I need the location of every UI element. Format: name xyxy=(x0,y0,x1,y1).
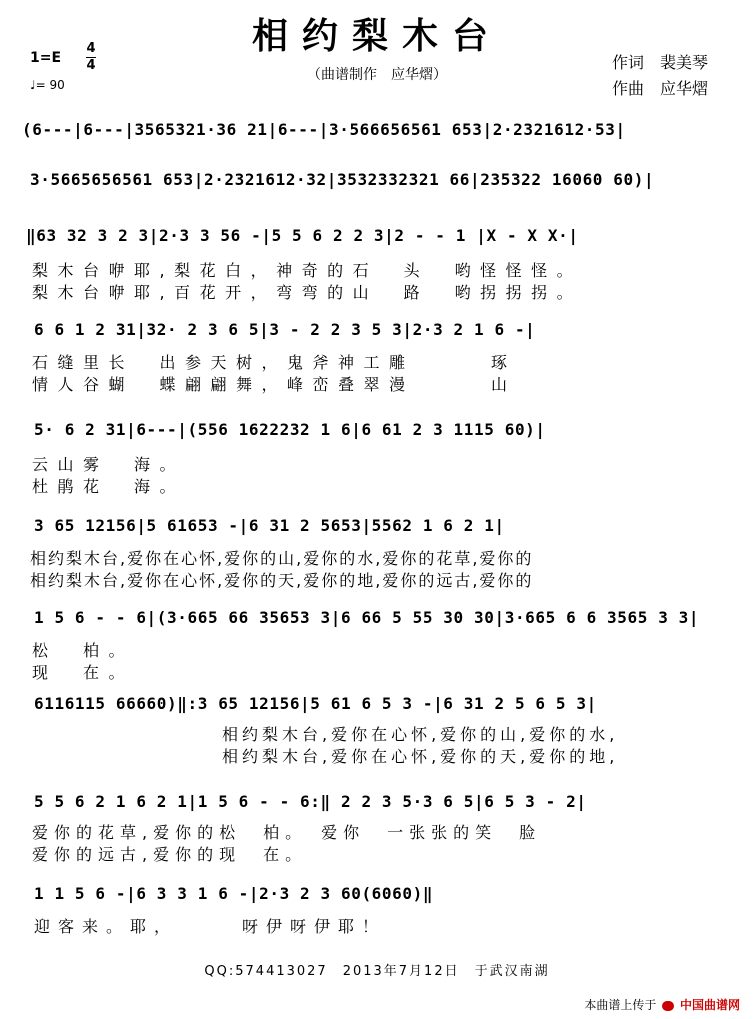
score-subtitle: （曲谱制作 应华熠） xyxy=(307,67,447,83)
notation-line: ‖63 32 3 2 3|2·3 3 56 -|5 5 6 2 2 3|2 - - 1 |X - X X·| xyxy=(26,226,579,245)
notation-line: 1 5 6 - - 6|(3·665 66 35653 3|6 66 5 55 30 30|3·665 6 6 3565 3 3| xyxy=(34,608,700,627)
lyric-line: 相约梨木台,爱你在心怀,爱你的天,爱你的地,爱你的远古,爱你的 xyxy=(30,571,534,590)
lyric-line: 梨木台咿耶,梨花白，神奇的石 头 哟怪怪怪。 xyxy=(32,261,583,280)
lyric-line: 松 柏。 xyxy=(32,641,135,660)
lyric-line: 梨木台咿耶,百花开，弯弯的山 路 哟拐拐拐。 xyxy=(32,283,583,302)
notation-line: 1 1 5 6 -|6 3 3 1 6 -|2·3 2 3 60(6060)‖ xyxy=(34,884,434,903)
meter-top: 4 xyxy=(86,41,96,56)
lyric-line: 现 在。 xyxy=(32,663,135,682)
lyric-line: 情人谷蝴 蝶翩翩舞，峰峦叠翠漫 山 xyxy=(32,375,517,394)
lyric-line: 云山雾 海。 xyxy=(32,455,186,474)
lyric-line: 相约梨木台,爱你在心怀,爱你的天,爱你的地, xyxy=(222,747,619,766)
notation-line: (6---|6---|3565321·36 21|6---|3·566656561 653|2·2321612·53| xyxy=(22,120,626,139)
site-logo-icon xyxy=(662,1001,674,1011)
time-signature xyxy=(86,42,96,73)
lyric-line: 相约梨木台,爱你在心怀,爱你的山,爱你的水,爱你的花草,爱你的 xyxy=(30,549,534,568)
upload-note xyxy=(584,996,740,1013)
lyric-line: 迎客来。耶， 呀伊呀伊耶！ xyxy=(34,917,387,936)
lyric-line: 杜鹃花 海。 xyxy=(32,477,186,496)
notation-line: 6116115 66660)‖:3 65 12156|5 61 6 5 3 -|6 31 2 5 6 5 3| xyxy=(34,694,597,713)
notation-line: 5 5 6 2 1 6 2 1|1 5 6 - - 6:‖ 2 2 3 5·3 6 5|6 5 3 - 2| xyxy=(34,792,587,811)
notation-line: 5· 6 2 31|6---|(556 1622232 1 6|6 61 2 3 1115 60)| xyxy=(34,420,546,439)
upload-text: 本曲谱上传于 xyxy=(584,998,657,1012)
upload-site: 中国曲谱网 xyxy=(679,998,740,1012)
footer-info: QQ:574413027 2013年7月12日 于武汉南湖 xyxy=(204,964,550,979)
lyric-line: 爱你的远古,爱你的现 在。 xyxy=(32,845,308,864)
key-signature: 1=E xyxy=(30,50,62,66)
lyricist-credit: 作词 裴美琴 xyxy=(612,53,709,72)
lyric-line: 石缝里长 出参天树，鬼斧神工雕 琢 xyxy=(32,353,517,372)
tempo-marking: ♩= 90 xyxy=(30,78,65,92)
meter-bottom: 4 xyxy=(86,58,96,73)
lyric-line: 爱你的花草,爱你的松 柏。 爱你 一张张的笑 脸 xyxy=(32,823,542,842)
score-title: 相约梨木台 xyxy=(251,15,502,57)
composer-credit: 作曲 应华熠 xyxy=(612,79,709,98)
notation-line: 3·5665656561 653|2·2321612·32|3532332321 66|235322 16060 60)| xyxy=(30,170,655,189)
notation-line: 6 6 1 2 31|32· 2 3 6 5|3 - 2 2 3 5 3|2·3 2 1 6 -| xyxy=(34,320,536,339)
notation-line: 3 65 12156|5 61653 -|6 31 2 5653|5562 1 6 2 1| xyxy=(34,516,505,535)
lyric-line: 相约梨木台,爱你在心怀,爱你的山,爱你的水, xyxy=(222,725,619,744)
